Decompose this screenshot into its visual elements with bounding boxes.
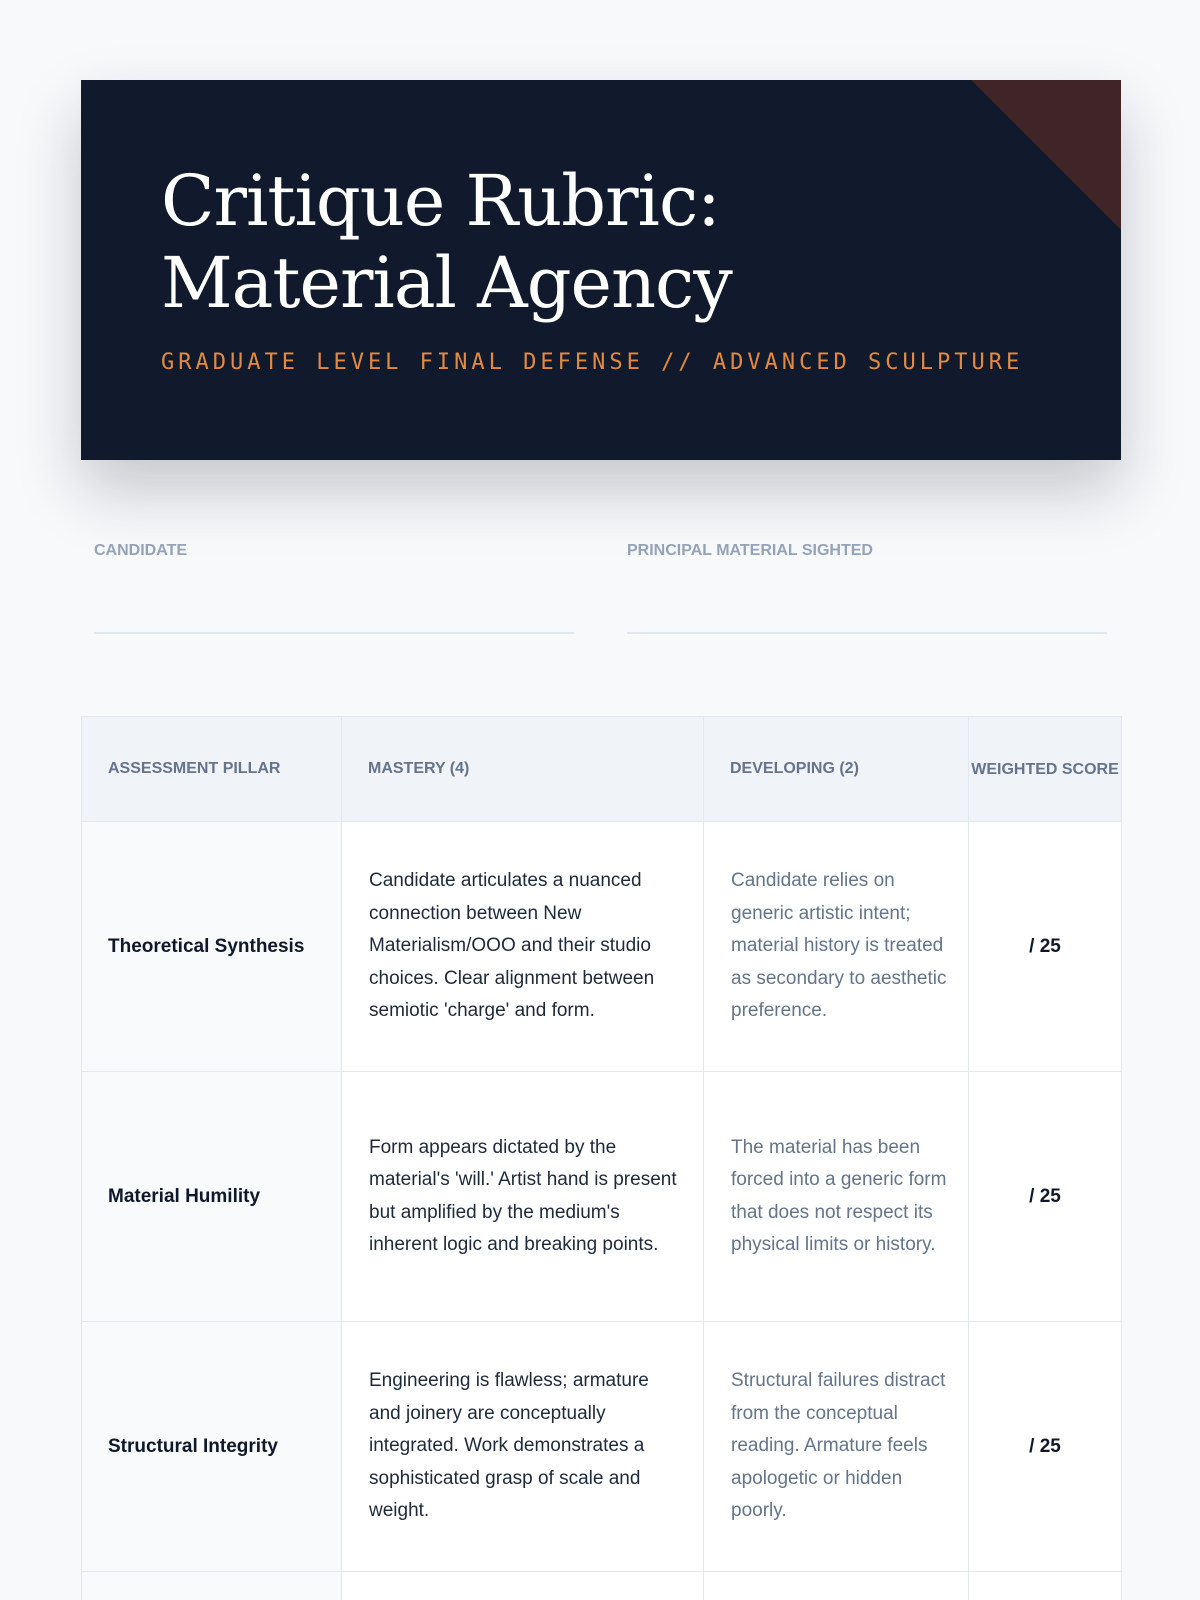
score-cell[interactable]: / 25 <box>969 1322 1122 1572</box>
candidate-input-line[interactable] <box>94 632 574 634</box>
table-row <box>82 1322 1122 1572</box>
table-row <box>82 822 1122 1072</box>
score-cell[interactable]: / 25 <box>969 822 1122 1072</box>
table-row <box>82 1072 1122 1322</box>
page-title <box>161 160 732 324</box>
mastery-cell-empty <box>342 1572 704 1600</box>
material-field[interactable] <box>627 542 1107 560</box>
page-subtitle: GRADUATE LEVEL FINAL DEFENSE // ADVANCED SCULPTURE <box>161 350 1024 375</box>
title-line-2: Material Agency <box>161 242 732 324</box>
rubric-table <box>81 716 1122 1600</box>
pillar-cell: Material Humility <box>82 1072 342 1322</box>
material-input-line[interactable] <box>627 632 1107 634</box>
developing-cell: Candidate relies on generic artistic intent; material history is treated as secondary to aesthetic preference. <box>704 822 969 1072</box>
title-line-1: Critique Rubric: <box>161 160 720 242</box>
candidate-field[interactable] <box>94 542 574 560</box>
table-row-partial <box>82 1572 1122 1600</box>
developing-cell: The material has been forced into a generic form that does not respect its physical limits or history. <box>704 1072 969 1322</box>
candidate-label: CANDIDATE <box>94 542 188 559</box>
material-label: PRINCIPAL MATERIAL SIGHTED <box>627 542 873 559</box>
pillar-cell: Theoretical Synthesis <box>82 822 342 1072</box>
score-cell-empty <box>969 1572 1122 1600</box>
corner-accent <box>971 80 1121 230</box>
pillar-cell-empty <box>82 1572 342 1600</box>
mastery-cell: Form appears dictated by the material's 'will.' Artist hand is present but amplified by the medium's inherent logic and breaking points. <box>342 1072 704 1322</box>
developing-cell: Structural failures distract from the conceptual reading. Armature feels apologetic or hidden poorly. <box>704 1322 969 1572</box>
header-mastery: MASTERY (4) <box>342 717 704 822</box>
developing-cell-empty <box>704 1572 969 1600</box>
header-developing: DEVELOPING (2) <box>704 717 969 822</box>
mastery-cell: Candidate articulates a nuanced connection between New Materialism/OOO and their studio choices. Clear alignment between semiotic 'charge' and form. <box>342 822 704 1072</box>
header-assessment-pillar: ASSESSMENT PILLAR <box>82 717 342 822</box>
table-header-row <box>82 717 1122 822</box>
mastery-cell: Engineering is flawless; armature and joinery are conceptually integrated. Work demonstrates a sophisticated grasp of scale and weight. <box>342 1322 704 1572</box>
score-cell[interactable]: / 25 <box>969 1072 1122 1322</box>
pillar-cell: Structural Integrity <box>82 1322 342 1572</box>
header-weighted-score: WEIGHTED SCORE <box>969 717 1122 822</box>
header-banner <box>81 80 1121 460</box>
